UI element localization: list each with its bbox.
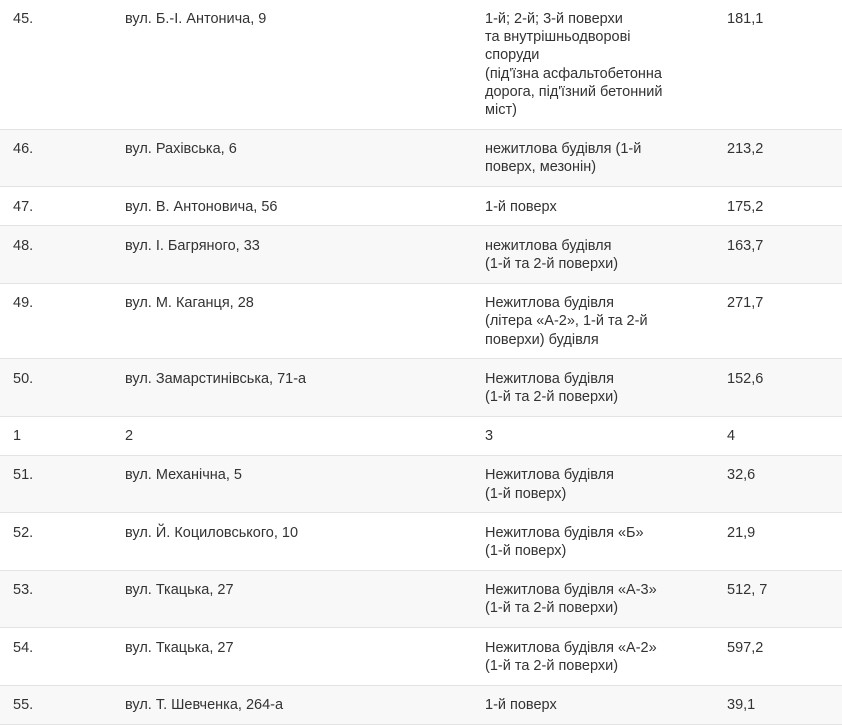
description-cell: нежитлова будівля (1-й поверх, мезонін) <box>472 129 714 186</box>
table-row <box>0 570 842 627</box>
area-cell: 163,7 <box>714 226 842 283</box>
description-cell: Нежитлова будівля «Б» (1-й поверх) <box>472 513 714 570</box>
area-cell: 39,1 <box>714 685 842 724</box>
description-cell: Нежитлова будівля (1-й поверх) <box>472 455 714 512</box>
row-number: 53. <box>0 570 112 627</box>
address-cell: вул. В. Антоновича, 56 <box>112 187 472 226</box>
row-number: 54. <box>0 628 112 685</box>
row-number: 46. <box>0 129 112 186</box>
area-cell: 597,2 <box>714 628 842 685</box>
address-cell: вул. І. Багряного, 33 <box>112 226 472 283</box>
description-cell: нежитлова будівля (1-й та 2-й поверхи) <box>472 226 714 283</box>
address-cell: вул. Ткацька, 27 <box>112 628 472 685</box>
address-cell: вул. М. Каганця, 28 <box>112 283 472 359</box>
area-cell: 152,6 <box>714 359 842 416</box>
row-number: 55. <box>0 685 112 724</box>
row-number: 45. <box>0 0 112 129</box>
address-cell: вул. Рахівська, 6 <box>112 129 472 186</box>
description-cell: Нежитлова будівля (1-й та 2-й поверхи) <box>472 359 714 416</box>
table-row <box>0 129 842 186</box>
table-row <box>0 628 842 685</box>
row-number: 52. <box>0 513 112 570</box>
column-number: 2 <box>112 416 472 455</box>
column-number-row <box>0 416 842 455</box>
address-cell: вул. Т. Шевченка, 264-а <box>112 685 472 724</box>
description-cell: Нежитлова будівля (літера «А-2», 1-й та 2-й поверхи) будівля <box>472 283 714 359</box>
table-row <box>0 513 842 570</box>
column-number: 1 <box>0 416 112 455</box>
area-cell: 512, 7 <box>714 570 842 627</box>
table-row <box>0 283 842 359</box>
address-cell: вул. Ткацька, 27 <box>112 570 472 627</box>
area-cell: 21,9 <box>714 513 842 570</box>
row-number: 50. <box>0 359 112 416</box>
table-row <box>0 455 842 512</box>
table-row <box>0 685 842 724</box>
table-row <box>0 0 842 129</box>
table-row <box>0 226 842 283</box>
column-number: 3 <box>472 416 714 455</box>
row-number: 49. <box>0 283 112 359</box>
area-cell: 213,2 <box>714 129 842 186</box>
row-number: 48. <box>0 226 112 283</box>
table-row <box>0 359 842 416</box>
description-cell: Нежитлова будівля «А-2» (1-й та 2-й поверхи) <box>472 628 714 685</box>
row-number: 51. <box>0 455 112 512</box>
description-cell: Нежитлова будівля «А-3» (1-й та 2-й поверхи) <box>472 570 714 627</box>
area-cell: 175,2 <box>714 187 842 226</box>
address-cell: вул. Механічна, 5 <box>112 455 472 512</box>
area-cell: 32,6 <box>714 455 842 512</box>
description-cell: 1-й поверх <box>472 187 714 226</box>
column-number: 4 <box>714 416 842 455</box>
address-cell: вул. Й. Коциловського, 10 <box>112 513 472 570</box>
address-cell: вул. Замарстинівська, 71-а <box>112 359 472 416</box>
description-cell: 1-й поверх <box>472 685 714 724</box>
row-number: 47. <box>0 187 112 226</box>
table-row <box>0 187 842 226</box>
area-cell: 181,1 <box>714 0 842 129</box>
description-cell: 1-й; 2-й; 3-й поверхи та внутрішньодворові споруди (під'їзна асфальтобетонна дорога, під'їзний бетонний міст) <box>472 0 714 129</box>
address-cell: вул. Б.-І. Антонича, 9 <box>112 0 472 129</box>
area-cell: 271,7 <box>714 283 842 359</box>
